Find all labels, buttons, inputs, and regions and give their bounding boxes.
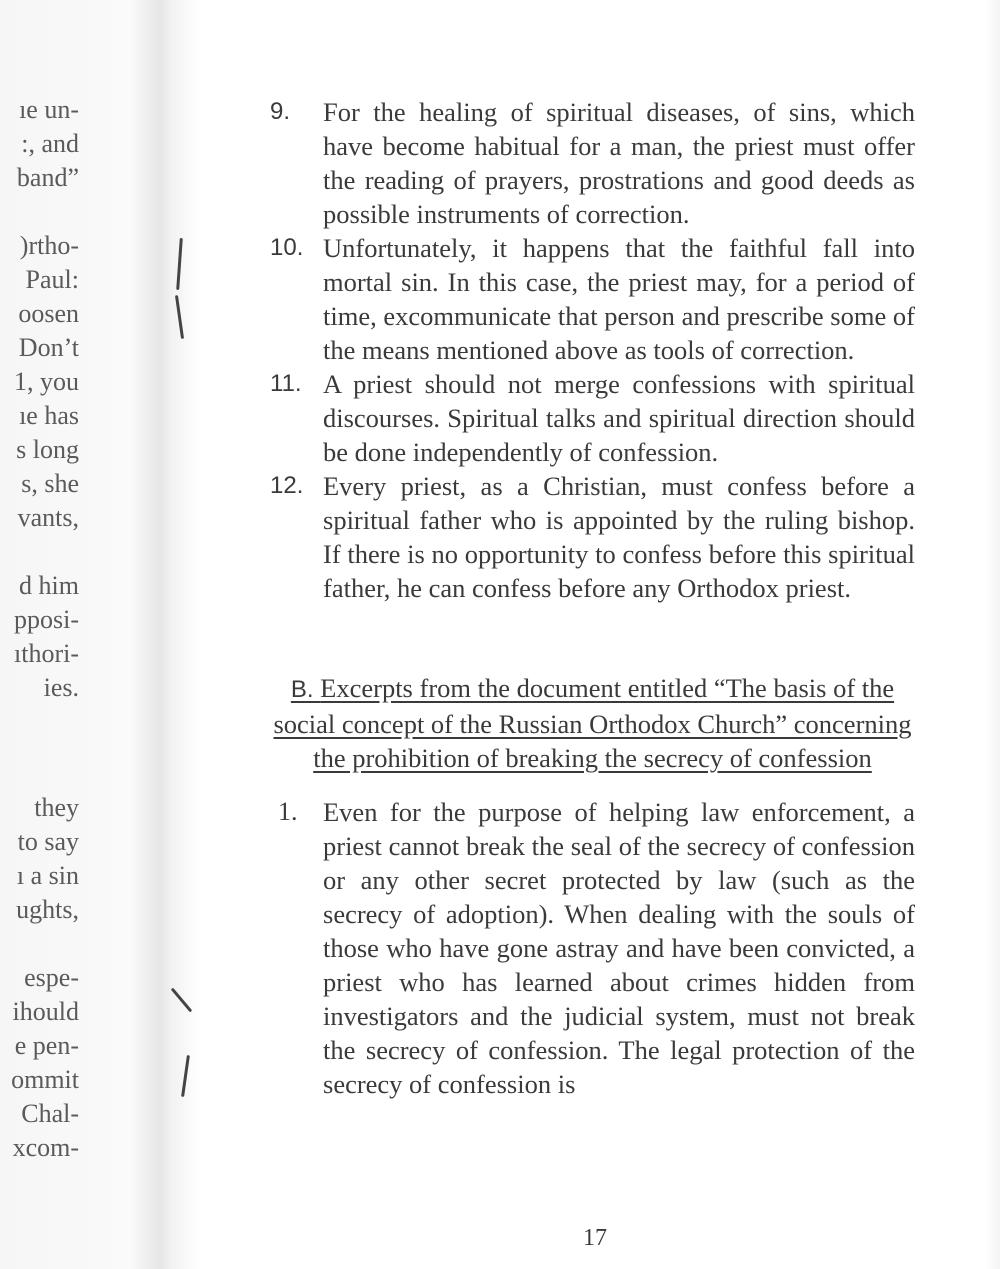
left-line: Don’t	[18, 333, 79, 362]
left-line: xcom-	[12, 1133, 79, 1162]
list-item-number: 9.	[270, 98, 291, 125]
list-item-number: 12.	[270, 472, 304, 499]
left-line: ughts,	[16, 895, 79, 924]
section-heading-mark: B.	[290, 676, 314, 703]
numbered-list	[270, 95, 915, 605]
left-line: Paul:	[25, 265, 79, 294]
binding-gutter	[150, 0, 198, 1269]
staple-mark	[176, 238, 183, 290]
staple-mark	[175, 295, 184, 339]
left-line: espe-	[24, 963, 79, 992]
left-line: d him	[19, 571, 79, 600]
list-item	[270, 367, 915, 469]
left-line: ommit	[11, 1065, 79, 1094]
left-line: e pen-	[14, 1031, 79, 1060]
list-item-number: 1.	[278, 797, 298, 826]
section-heading-title: Excerpts from the document entitled “The basis of the social concept of the Russian Orthodox Church” concerning the prohibition of breaking the secrecy of confession	[273, 673, 912, 773]
left-line: 1, you	[14, 367, 79, 396]
list-item-text: A priest should not merge confessions with spiritual discourses. Spiritual talks and spiritual direction should be done independently of confession.	[323, 369, 915, 467]
left-line: band”	[16, 163, 79, 192]
list-item-text: Even for the purpose of helping law enforcement, a priest cannot break the seal of the secrecy of confession or any other secret protected by law (such as the secrecy of adoption). When dealing with the souls of those who have gone astray and have been convicted, a priest who has learned about crimes hidden from investigators and the judicial system, must not break the secrecy of confession. The legal protection of the secrecy of confession is	[323, 797, 915, 1099]
left-line: )rtho-	[19, 231, 79, 260]
left-line: ıe has	[19, 401, 79, 430]
list-item-text: For the healing of spiritual diseases, of sins, which have become habitual for a man, the priest must offer the reading of prayers, prostrations and good deeds as possible instruments of correction.	[323, 97, 915, 229]
list-item	[270, 231, 915, 367]
list-item	[270, 95, 915, 231]
left-line: oosen	[18, 299, 79, 328]
list-item-text: Unfortunately, it happens that the faithful fall into mortal sin. In this case, the priest may, for a period of time, excommunicate that person and prescribe some of the means mentioned above as tools of correction.	[323, 233, 915, 365]
left-line: to say	[17, 827, 79, 856]
numbered-list	[270, 795, 915, 1101]
left-line: ies.	[43, 673, 79, 702]
staple-mark	[181, 1055, 190, 1097]
left-line: they	[34, 793, 79, 822]
left-line: vants,	[17, 503, 79, 532]
list-item	[270, 469, 915, 605]
left-line: ı a sin	[16, 861, 79, 890]
list-item-number: 11.	[270, 370, 302, 397]
left-line: ıthori-	[14, 639, 79, 668]
left-line: s long	[16, 435, 79, 464]
left-line: Chal-	[21, 1099, 79, 1128]
staple-mark	[171, 988, 193, 1013]
right-page	[270, 95, 915, 1101]
left-line: s, she	[21, 469, 79, 498]
section-heading	[270, 671, 915, 775]
list-item	[270, 795, 915, 1101]
left-line: pposi-	[14, 605, 79, 634]
list-item-text: Every priest, as a Christian, must confess before a spiritual father who is appointed by the ruling bishop. If there is no opportunity to confess before this spiritual father, he can confess before any Orthodox priest.	[323, 471, 915, 603]
page-number: 17	[583, 1225, 607, 1251]
list-item-number: 10.	[270, 234, 304, 261]
left-line: :, and	[21, 129, 79, 158]
left-line: ihould	[12, 997, 79, 1026]
left-line: ıe un-	[19, 95, 79, 124]
left-page-fragment	[0, 95, 95, 1195]
